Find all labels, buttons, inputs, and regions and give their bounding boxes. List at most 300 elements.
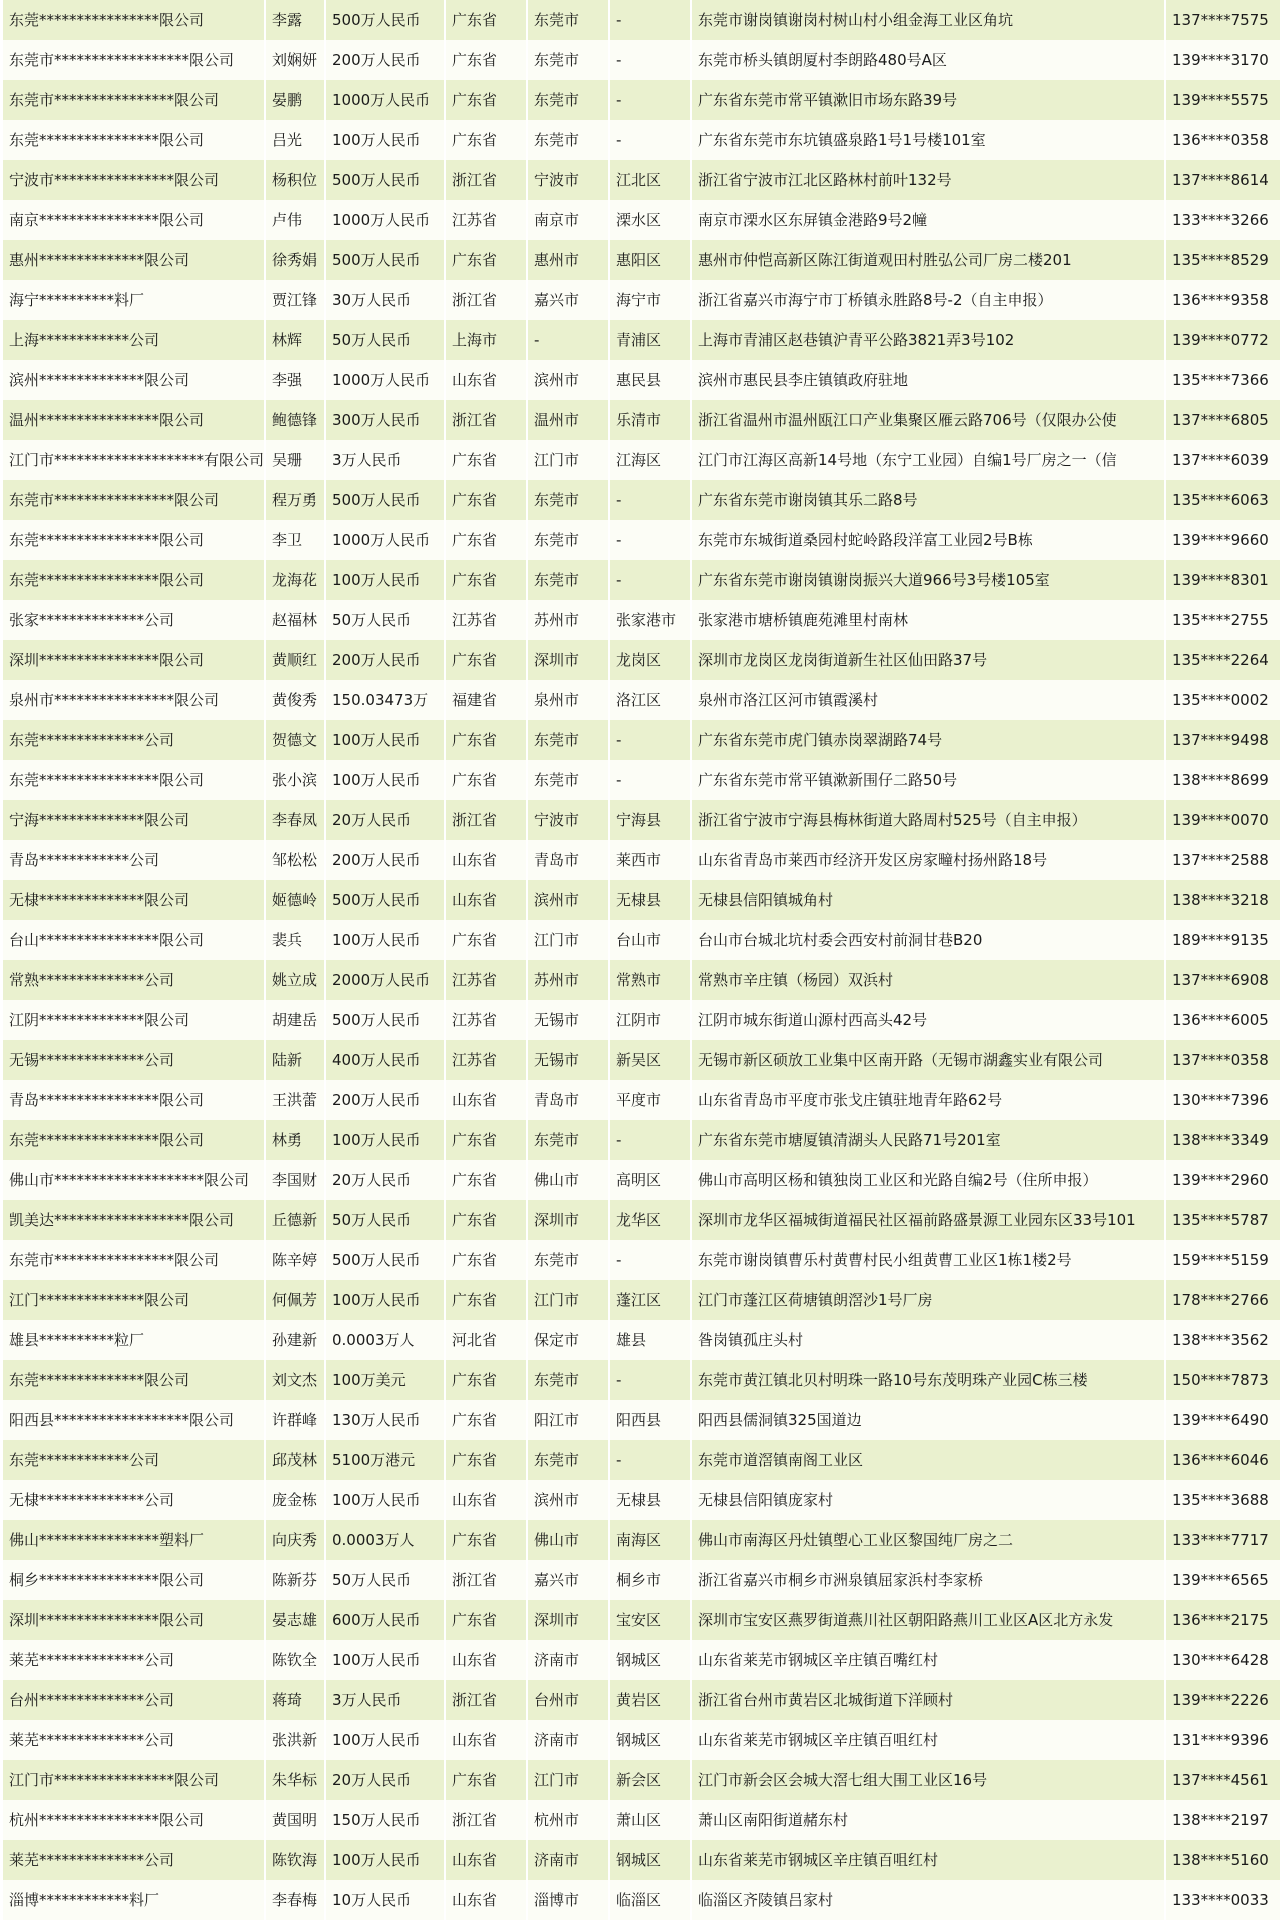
table-row — [3, 1440, 1280, 1480]
city-cell: 东莞市 — [528, 560, 608, 600]
city-cell: - — [528, 320, 608, 360]
table-row — [3, 640, 1280, 680]
table-row — [3, 1400, 1280, 1440]
district-cell: 江阴市 — [610, 1000, 690, 1040]
city-cell: 南京市 — [528, 200, 608, 240]
province-cell: 浙江省 — [446, 400, 526, 440]
phone-cell: 139****0070 — [1166, 800, 1280, 840]
legal-person-cell: 徐秀娟 — [266, 240, 324, 280]
registered-capital-cell: 50万人民币 — [326, 1200, 444, 1240]
phone-cell: 135****2264 — [1166, 640, 1280, 680]
phone-cell: 137****6039 — [1166, 440, 1280, 480]
phone-cell: 159****5159 — [1166, 1240, 1280, 1280]
phone-cell: 138****3218 — [1166, 880, 1280, 920]
district-cell: 江海区 — [610, 440, 690, 480]
phone-cell: 135****8529 — [1166, 240, 1280, 280]
city-cell: 无锡市 — [528, 1040, 608, 1080]
legal-person-cell: 丘德新 — [266, 1200, 324, 1240]
district-cell: - — [610, 80, 690, 120]
district-cell: 海宁市 — [610, 280, 690, 320]
company-name-cell: 无棣**************限公司 — [3, 880, 264, 920]
phone-cell: 178****2766 — [1166, 1280, 1280, 1320]
city-cell: 泉州市 — [528, 680, 608, 720]
company-name-cell: 阳西县******************限公司 — [3, 1400, 264, 1440]
district-cell: 新吴区 — [610, 1040, 690, 1080]
company-name-cell: 江阴**************限公司 — [3, 1000, 264, 1040]
province-cell: 广东省 — [446, 1240, 526, 1280]
legal-person-cell: 李春梅 — [266, 1880, 324, 1920]
address-cell: 无棣县信阳镇庞家村 — [692, 1480, 1164, 1520]
address-cell: 南京市溧水区东屏镇金港路9号2幢 — [692, 200, 1164, 240]
address-cell: 东莞市桥头镇朗厦村李朗路480号A区 — [692, 40, 1164, 80]
table-row — [3, 120, 1280, 160]
legal-person-cell: 鲍德锋 — [266, 400, 324, 440]
legal-person-cell: 黄国明 — [266, 1800, 324, 1840]
address-cell: 广东省东莞市塘厦镇清湖头人民路71号201室 — [692, 1120, 1164, 1160]
registered-capital-cell: 3万人民币 — [326, 440, 444, 480]
company-name-cell: 滨州**************限公司 — [3, 360, 264, 400]
province-cell: 广东省 — [446, 480, 526, 520]
table-row — [3, 920, 1280, 960]
district-cell: 钢城区 — [610, 1640, 690, 1680]
legal-person-cell: 晏志雄 — [266, 1600, 324, 1640]
registered-capital-cell: 1000万人民币 — [326, 360, 444, 400]
company-name-cell: 东莞************公司 — [3, 1440, 264, 1480]
district-cell: 阳西县 — [610, 1400, 690, 1440]
phone-cell: 135****7366 — [1166, 360, 1280, 400]
table-row — [3, 560, 1280, 600]
province-cell: 山东省 — [446, 1840, 526, 1880]
district-cell: 钢城区 — [610, 1840, 690, 1880]
registered-capital-cell: 100万人民币 — [326, 720, 444, 760]
province-cell: 广东省 — [446, 560, 526, 600]
registered-capital-cell: 10万人民币 — [326, 1880, 444, 1920]
registered-capital-cell: 500万人民币 — [326, 160, 444, 200]
table-row — [3, 160, 1280, 200]
province-cell: 浙江省 — [446, 160, 526, 200]
phone-cell: 138****3349 — [1166, 1120, 1280, 1160]
table-row — [3, 200, 1280, 240]
company-name-cell: 常熟**************公司 — [3, 960, 264, 1000]
city-cell: 苏州市 — [528, 600, 608, 640]
registered-capital-cell: 50万人民币 — [326, 600, 444, 640]
address-cell: 浙江省温州市温州瓯江口产业集聚区雁云路706号（仅限办公使 — [692, 400, 1164, 440]
table-row — [3, 1720, 1280, 1760]
legal-person-cell: 林辉 — [266, 320, 324, 360]
legal-person-cell: 庞金栋 — [266, 1480, 324, 1520]
company-name-cell: 台州**************公司 — [3, 1680, 264, 1720]
legal-person-cell: 贺德文 — [266, 720, 324, 760]
address-cell: 东莞市道滘镇南阁工业区 — [692, 1440, 1164, 1480]
province-cell: 江苏省 — [446, 200, 526, 240]
table-row — [3, 1080, 1280, 1120]
city-cell: 滨州市 — [528, 1480, 608, 1520]
company-name-cell: 江门市****************限公司 — [3, 1760, 264, 1800]
legal-person-cell: 许群峰 — [266, 1400, 324, 1440]
company-name-cell: 淄博************料厂 — [3, 1880, 264, 1920]
address-cell: 台山市台城北坑村委会西安村前洞甘巷B20 — [692, 920, 1164, 960]
phone-cell: 137****6908 — [1166, 960, 1280, 1000]
registered-capital-cell: 1000万人民币 — [326, 200, 444, 240]
legal-person-cell: 龙海花 — [266, 560, 324, 600]
address-cell: 广东省东莞市常平镇漱新围仔二路50号 — [692, 760, 1164, 800]
phone-cell: 137****4561 — [1166, 1760, 1280, 1800]
city-cell: 淄博市 — [528, 1880, 608, 1920]
province-cell: 山东省 — [446, 1080, 526, 1120]
district-cell: 无棣县 — [610, 1480, 690, 1520]
district-cell: - — [610, 1360, 690, 1400]
phone-cell: 135****3688 — [1166, 1480, 1280, 1520]
city-cell: 佛山市 — [528, 1160, 608, 1200]
city-cell: 佛山市 — [528, 1520, 608, 1560]
district-cell: 钢城区 — [610, 1720, 690, 1760]
legal-person-cell: 姬德岭 — [266, 880, 324, 920]
city-cell: 东莞市 — [528, 760, 608, 800]
registered-capital-cell: 500万人民币 — [326, 1000, 444, 1040]
province-cell: 广东省 — [446, 40, 526, 80]
address-cell: 滨州市惠民县李庄镇镇政府驻地 — [692, 360, 1164, 400]
city-cell: 嘉兴市 — [528, 1560, 608, 1600]
legal-person-cell: 邱茂林 — [266, 1440, 324, 1480]
registered-capital-cell: 2000万人民币 — [326, 960, 444, 1000]
legal-person-cell: 姚立成 — [266, 960, 324, 1000]
district-cell: - — [610, 760, 690, 800]
address-cell: 江门市新会区会城大滘七组大围工业区16号 — [692, 1760, 1164, 1800]
district-cell: 常熟市 — [610, 960, 690, 1000]
city-cell: 东莞市 — [528, 80, 608, 120]
address-cell: 阳西县儒洞镇325国道边 — [692, 1400, 1164, 1440]
province-cell: 山东省 — [446, 840, 526, 880]
company-name-cell: 东莞市****************限公司 — [3, 1240, 264, 1280]
district-cell: 桐乡市 — [610, 1560, 690, 1600]
table-row — [3, 1480, 1280, 1520]
company-name-cell: 佛山市********************限公司 — [3, 1160, 264, 1200]
legal-person-cell: 李卫 — [266, 520, 324, 560]
phone-cell: 133****0033 — [1166, 1880, 1280, 1920]
table-row — [3, 1800, 1280, 1840]
company-name-cell: 东莞****************限公司 — [3, 520, 264, 560]
province-cell: 山东省 — [446, 1880, 526, 1920]
table-row — [3, 840, 1280, 880]
phone-cell: 137****6805 — [1166, 400, 1280, 440]
province-cell: 广东省 — [446, 80, 526, 120]
city-cell: 济南市 — [528, 1720, 608, 1760]
company-name-cell: 凯美达******************限公司 — [3, 1200, 264, 1240]
city-cell: 温州市 — [528, 400, 608, 440]
address-cell: 东莞市谢岗镇曹乐村黄曹村民小组黄曹工业区1栋1楼2号 — [692, 1240, 1164, 1280]
table-row — [3, 1560, 1280, 1600]
company-name-cell: 雄县**********粒厂 — [3, 1320, 264, 1360]
legal-person-cell: 陈新芬 — [266, 1560, 324, 1600]
company-name-cell: 莱芜**************公司 — [3, 1720, 264, 1760]
legal-person-cell: 李露 — [266, 0, 324, 40]
registered-capital-cell: 100万人民币 — [326, 1840, 444, 1880]
district-cell: - — [610, 1440, 690, 1480]
address-cell: 惠州市仲恺高新区陈江街道观田村胜弘公司厂房二楼201 — [692, 240, 1164, 280]
registered-capital-cell: 100万人民币 — [326, 1720, 444, 1760]
phone-cell: 139****8301 — [1166, 560, 1280, 600]
province-cell: 广东省 — [446, 1520, 526, 1560]
registered-capital-cell: 50万人民币 — [326, 1560, 444, 1600]
table-row — [3, 360, 1280, 400]
district-cell: 溧水区 — [610, 200, 690, 240]
table-row — [3, 240, 1280, 280]
district-cell: - — [610, 480, 690, 520]
city-cell: 江门市 — [528, 920, 608, 960]
company-table — [1, 0, 1280, 1920]
address-cell: 临淄区齐陵镇吕家村 — [692, 1880, 1164, 1920]
province-cell: 浙江省 — [446, 800, 526, 840]
company-name-cell: 佛山****************塑料厂 — [3, 1520, 264, 1560]
registered-capital-cell: 100万人民币 — [326, 560, 444, 600]
table-row — [3, 1040, 1280, 1080]
city-cell: 江门市 — [528, 1280, 608, 1320]
legal-person-cell: 朱华标 — [266, 1760, 324, 1800]
registered-capital-cell: 20万人民币 — [326, 1160, 444, 1200]
legal-person-cell: 陈钦全 — [266, 1640, 324, 1680]
phone-cell: 135****0002 — [1166, 680, 1280, 720]
address-cell: 广东省东莞市谢岗镇其乐二路8号 — [692, 480, 1164, 520]
address-cell: 昝岗镇孤庄头村 — [692, 1320, 1164, 1360]
table-row — [3, 880, 1280, 920]
address-cell: 东莞市谢岗镇谢岗村树山村小组金海工业区角坑 — [692, 0, 1164, 40]
province-cell: 山东省 — [446, 1480, 526, 1520]
company-table-body — [3, 0, 1280, 1920]
address-cell: 广东省东莞市东坑镇盛泉路1号1号楼101室 — [692, 120, 1164, 160]
city-cell: 滨州市 — [528, 880, 608, 920]
city-cell: 保定市 — [528, 1320, 608, 1360]
registered-capital-cell: 100万人民币 — [326, 920, 444, 960]
phone-cell: 136****6046 — [1166, 1440, 1280, 1480]
registered-capital-cell: 100万人民币 — [326, 1120, 444, 1160]
district-cell: 萧山区 — [610, 1800, 690, 1840]
legal-person-cell: 赵福林 — [266, 600, 324, 640]
legal-person-cell: 张小滨 — [266, 760, 324, 800]
province-cell: 浙江省 — [446, 280, 526, 320]
address-cell: 江门市蓬江区荷塘镇朗滘沙1号厂房 — [692, 1280, 1164, 1320]
address-cell: 佛山市高明区杨和镇独岗工业区和光路自编2号（住所申报） — [692, 1160, 1164, 1200]
district-cell: 江北区 — [610, 160, 690, 200]
province-cell: 山东省 — [446, 1640, 526, 1680]
address-cell: 广东省东莞市常平镇漱旧市场东路39号 — [692, 80, 1164, 120]
city-cell: 台州市 — [528, 1680, 608, 1720]
table-row — [3, 1640, 1280, 1680]
district-cell: 莱西市 — [610, 840, 690, 880]
province-cell: 上海市 — [446, 320, 526, 360]
city-cell: 嘉兴市 — [528, 280, 608, 320]
city-cell: 东莞市 — [528, 1240, 608, 1280]
registered-capital-cell: 300万人民币 — [326, 400, 444, 440]
province-cell: 广东省 — [446, 120, 526, 160]
legal-person-cell: 胡建岳 — [266, 1000, 324, 1040]
district-cell: 惠阳区 — [610, 240, 690, 280]
district-cell: 无棣县 — [610, 880, 690, 920]
company-name-cell: 杭州****************限公司 — [3, 1800, 264, 1840]
address-cell: 深圳市龙华区福城街道福民社区福前路盛景源工业园东区33号101 — [692, 1200, 1164, 1240]
city-cell: 江门市 — [528, 1760, 608, 1800]
registered-capital-cell: 0.0003万人 — [326, 1320, 444, 1360]
province-cell: 江苏省 — [446, 960, 526, 1000]
registered-capital-cell: 500万人民币 — [326, 880, 444, 920]
registered-capital-cell: 200万人民币 — [326, 640, 444, 680]
province-cell: 山东省 — [446, 360, 526, 400]
table-row — [3, 1520, 1280, 1560]
table-row — [3, 800, 1280, 840]
address-cell: 浙江省宁波市宁海县梅林街道大路周村525号（自主申报） — [692, 800, 1164, 840]
company-name-cell: 深圳****************限公司 — [3, 640, 264, 680]
table-row — [3, 480, 1280, 520]
legal-person-cell: 何佩芳 — [266, 1280, 324, 1320]
province-cell: 广东省 — [446, 1120, 526, 1160]
legal-person-cell: 李春凤 — [266, 800, 324, 840]
district-cell: - — [610, 120, 690, 160]
registered-capital-cell: 200万人民币 — [326, 840, 444, 880]
province-cell: 山东省 — [446, 1720, 526, 1760]
phone-cell: 130****7396 — [1166, 1080, 1280, 1120]
address-cell: 深圳市宝安区燕罗街道燕川社区朝阳路燕川工业区A区北方永发 — [692, 1600, 1164, 1640]
legal-person-cell: 贾江锋 — [266, 280, 324, 320]
company-name-cell: 温州****************限公司 — [3, 400, 264, 440]
legal-person-cell: 刘文杰 — [266, 1360, 324, 1400]
district-cell: 宁海县 — [610, 800, 690, 840]
registered-capital-cell: 0.0003万人 — [326, 1520, 444, 1560]
phone-cell: 139****3170 — [1166, 40, 1280, 80]
city-cell: 东莞市 — [528, 1360, 608, 1400]
district-cell: - — [610, 0, 690, 40]
company-name-cell: 张家**************公司 — [3, 600, 264, 640]
province-cell: 广东省 — [446, 760, 526, 800]
company-name-cell: 无锡**************公司 — [3, 1040, 264, 1080]
company-name-cell: 上海************公司 — [3, 320, 264, 360]
company-name-cell: 东莞市****************限公司 — [3, 480, 264, 520]
table-row — [3, 1000, 1280, 1040]
table-row — [3, 0, 1280, 40]
table-row — [3, 1120, 1280, 1160]
city-cell: 济南市 — [528, 1840, 608, 1880]
company-name-cell: 宁波市****************限公司 — [3, 160, 264, 200]
legal-person-cell: 陈钦海 — [266, 1840, 324, 1880]
phone-cell: 133****3266 — [1166, 200, 1280, 240]
phone-cell: 137****9498 — [1166, 720, 1280, 760]
registered-capital-cell: 100万人民币 — [326, 120, 444, 160]
city-cell: 东莞市 — [528, 40, 608, 80]
city-cell: 深圳市 — [528, 640, 608, 680]
phone-cell: 138****8699 — [1166, 760, 1280, 800]
company-name-cell: 东莞市****************限公司 — [3, 80, 264, 120]
phone-cell: 135****2755 — [1166, 600, 1280, 640]
company-name-cell: 江门市********************有限公司 — [3, 440, 264, 480]
district-cell: - — [610, 1120, 690, 1160]
legal-person-cell: 裴兵 — [266, 920, 324, 960]
district-cell: 黄岩区 — [610, 1680, 690, 1720]
address-cell: 深圳市龙岗区龙岗街道新生社区仙田路37号 — [692, 640, 1164, 680]
province-cell: 浙江省 — [446, 1560, 526, 1600]
table-row — [3, 520, 1280, 560]
registered-capital-cell: 30万人民币 — [326, 280, 444, 320]
city-cell: 济南市 — [528, 1640, 608, 1680]
phone-cell: 138****3562 — [1166, 1320, 1280, 1360]
address-cell: 浙江省嘉兴市海宁市丁桥镇永胜路8号-2（自主申报） — [692, 280, 1164, 320]
address-cell: 江门市江海区高新14号地（东宁工业园）自编1号厂房之一（信 — [692, 440, 1164, 480]
registered-capital-cell: 1000万人民币 — [326, 80, 444, 120]
table-row — [3, 720, 1280, 760]
company-name-cell: 江门**************限公司 — [3, 1280, 264, 1320]
phone-cell: 137****0358 — [1166, 1040, 1280, 1080]
company-name-cell: 东莞市******************限公司 — [3, 40, 264, 80]
registered-capital-cell: 150.03473万 — [326, 680, 444, 720]
address-cell: 广东省东莞市谢岗镇谢岗振兴大道966号3号楼105室 — [692, 560, 1164, 600]
registered-capital-cell: 100万人民币 — [326, 1640, 444, 1680]
address-cell: 东莞市黄江镇北贝村明珠一路10号东茂明珠产业园C栋三楼 — [692, 1360, 1164, 1400]
address-cell: 山东省莱芜市钢城区辛庄镇百咀红村 — [692, 1720, 1164, 1760]
registered-capital-cell: 100万人民币 — [326, 1280, 444, 1320]
phone-cell: 139****9660 — [1166, 520, 1280, 560]
phone-cell: 139****6565 — [1166, 1560, 1280, 1600]
city-cell: 滨州市 — [528, 360, 608, 400]
district-cell: 高明区 — [610, 1160, 690, 1200]
district-cell: 临淄区 — [610, 1880, 690, 1920]
phone-cell: 135****6063 — [1166, 480, 1280, 520]
registered-capital-cell: 100万美元 — [326, 1360, 444, 1400]
phone-cell: 189****9135 — [1166, 920, 1280, 960]
phone-cell: 131****9396 — [1166, 1720, 1280, 1760]
company-name-cell: 宁海**************限公司 — [3, 800, 264, 840]
registered-capital-cell: 600万人民币 — [326, 1600, 444, 1640]
registered-capital-cell: 100万人民币 — [326, 1480, 444, 1520]
city-cell: 惠州市 — [528, 240, 608, 280]
phone-cell: 136****0358 — [1166, 120, 1280, 160]
registered-capital-cell: 20万人民币 — [326, 1760, 444, 1800]
company-name-cell: 海宁**********料厂 — [3, 280, 264, 320]
address-cell: 无棣县信阳镇城角村 — [692, 880, 1164, 920]
table-row — [3, 400, 1280, 440]
company-name-cell: 深圳****************限公司 — [3, 1600, 264, 1640]
district-cell: 乐清市 — [610, 400, 690, 440]
table-row — [3, 1600, 1280, 1640]
registered-capital-cell: 5100万港元 — [326, 1440, 444, 1480]
district-cell: 洛江区 — [610, 680, 690, 720]
city-cell: 青岛市 — [528, 1080, 608, 1120]
table-row — [3, 1680, 1280, 1720]
province-cell: 广东省 — [446, 240, 526, 280]
legal-person-cell: 林勇 — [266, 1120, 324, 1160]
district-cell: 平度市 — [610, 1080, 690, 1120]
company-name-cell: 青岛************公司 — [3, 840, 264, 880]
company-name-cell: 青岛****************限公司 — [3, 1080, 264, 1120]
phone-cell: 137****7575 — [1166, 0, 1280, 40]
province-cell: 福建省 — [446, 680, 526, 720]
province-cell: 广东省 — [446, 440, 526, 480]
legal-person-cell: 吕光 — [266, 120, 324, 160]
registered-capital-cell: 200万人民币 — [326, 1080, 444, 1120]
legal-person-cell: 陆新 — [266, 1040, 324, 1080]
company-name-cell: 东莞****************限公司 — [3, 760, 264, 800]
table-row — [3, 600, 1280, 640]
table-row — [3, 1160, 1280, 1200]
table-row — [3, 320, 1280, 360]
company-name-cell: 莱芜**************公司 — [3, 1640, 264, 1680]
district-cell: - — [610, 720, 690, 760]
phone-cell: 138****2197 — [1166, 1800, 1280, 1840]
company-name-cell: 台山****************限公司 — [3, 920, 264, 960]
address-cell: 无锡市新区硕放工业集中区南开路（无锡市湖鑫实业有限公司 — [692, 1040, 1164, 1080]
legal-person-cell: 张洪新 — [266, 1720, 324, 1760]
city-cell: 宁波市 — [528, 160, 608, 200]
table-row — [3, 1880, 1280, 1920]
district-cell: 南海区 — [610, 1520, 690, 1560]
district-cell: 蓬江区 — [610, 1280, 690, 1320]
legal-person-cell: 杨积位 — [266, 160, 324, 200]
